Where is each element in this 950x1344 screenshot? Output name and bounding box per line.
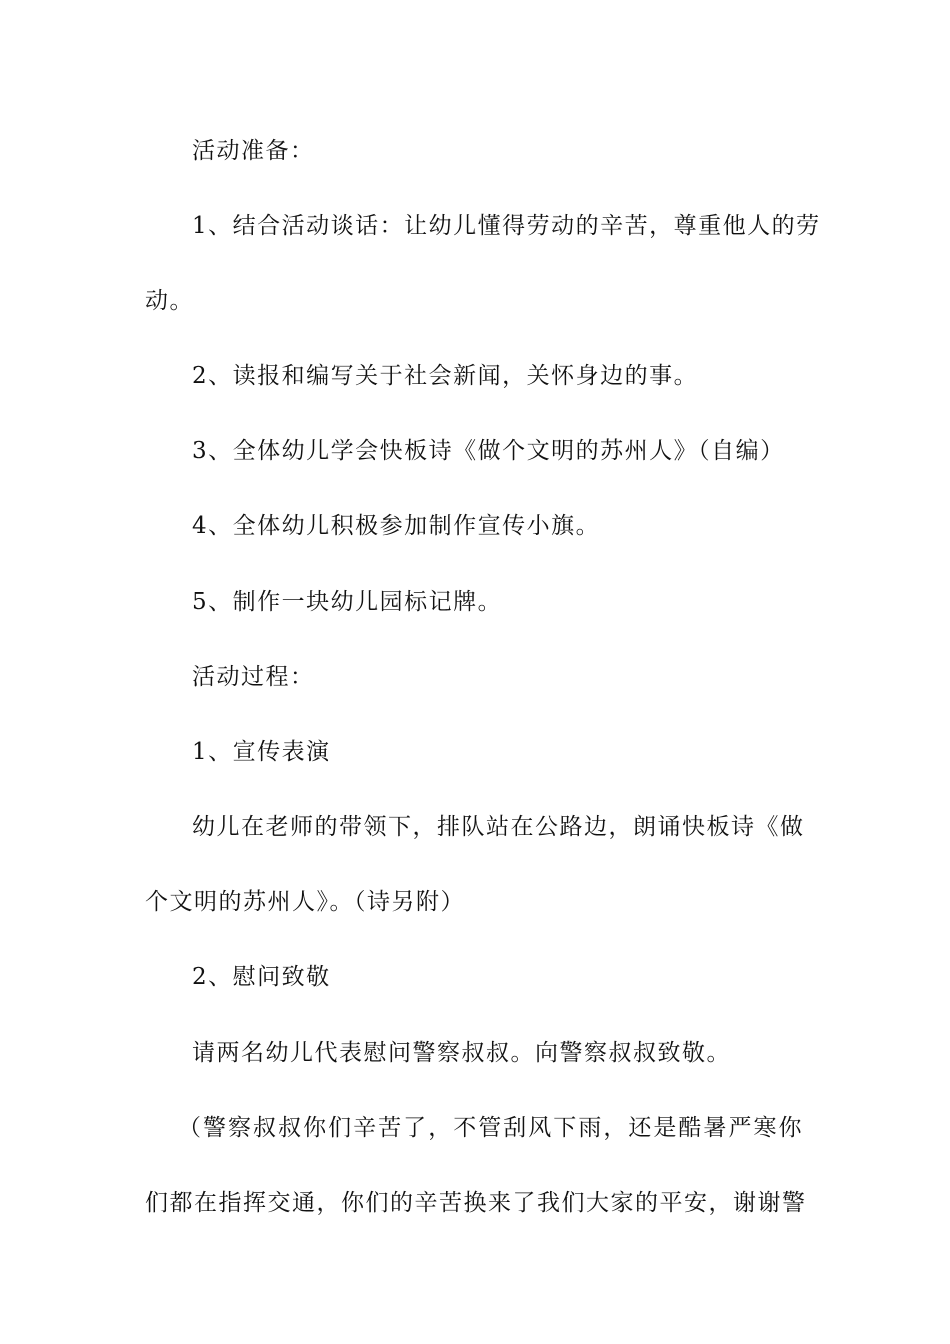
paragraph-line: 5、制作一块幼儿园标记牌。 (192, 589, 503, 615)
paragraph-line: （警察叔叔你们辛苦了，不管刮风下雨，还是酷暑严寒你 (178, 1115, 803, 1141)
paragraph-line: 动。 (145, 288, 194, 314)
heading-activity-preparation: 活动准备： (192, 138, 315, 164)
paragraph-line: 1、结合活动谈话：让幼儿懂得劳动的辛苦，尊重他人的劳 (192, 213, 821, 239)
paragraph-line: 们都在指挥交通，你们的辛苦换来了我们大家的平安，谢谢警 (145, 1190, 807, 1216)
paragraph-line: 3、全体幼儿学会快板诗《做个文明的苏州人》（自编） (192, 438, 785, 464)
paragraph-line: 幼儿在老师的带领下，排队站在公路边，朗诵快板诗《做 (192, 814, 805, 840)
paragraph-line: 请两名幼儿代表慰问警察叔叔。向警察叔叔致敬。 (192, 1040, 731, 1066)
paragraph-line: 4、全体幼儿积极参加制作宣传小旗。 (192, 513, 601, 539)
section-title: 2、慰问致敬 (192, 964, 331, 990)
paragraph-line: 个文明的苏州人》。（诗另附） (145, 889, 465, 915)
heading-activity-process: 活动过程： (192, 664, 315, 690)
section-title: 1、宣传表演 (192, 739, 331, 765)
paragraph-line: 2、读报和编写关于社会新闻，关怀身边的事。 (192, 363, 699, 389)
